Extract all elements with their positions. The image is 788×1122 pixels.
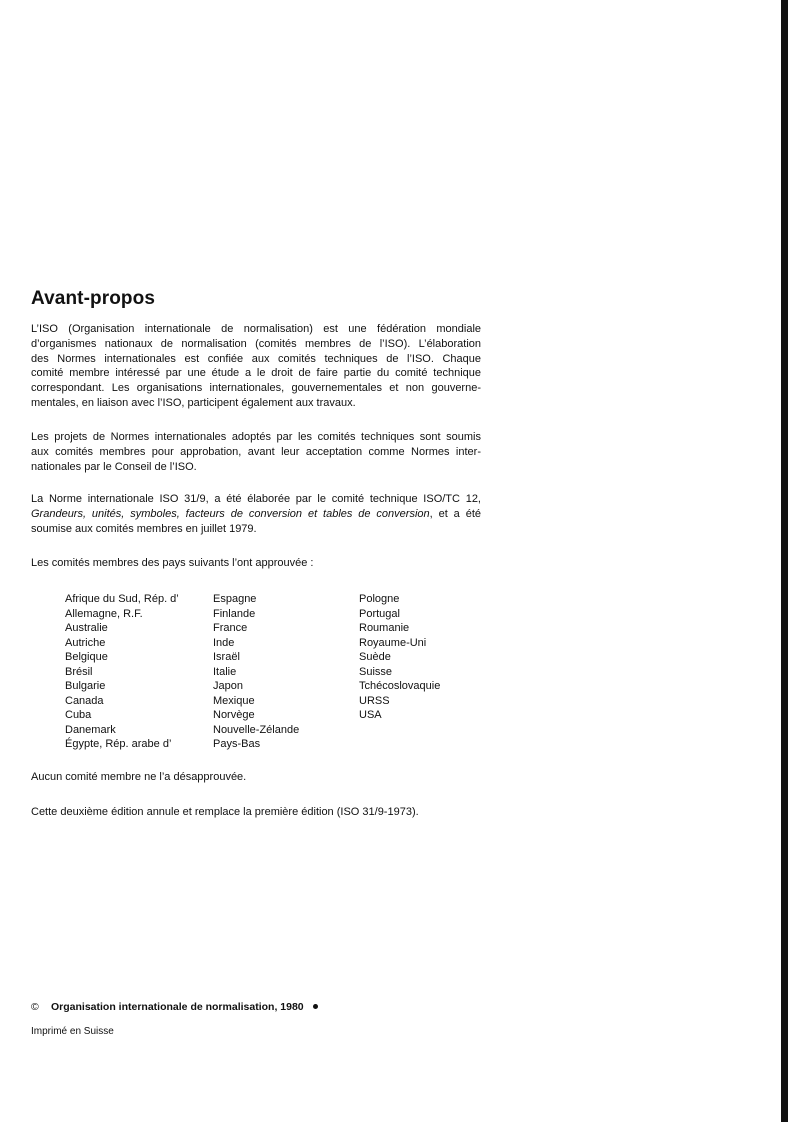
- country-item: Canada: [65, 694, 104, 707]
- country-item: Israël: [213, 651, 240, 663]
- approval-intro: Les comités membres des pays suivants l’ont approuvée :: [31, 557, 314, 569]
- text-line: L’ISO (Organisation internationale de normalisation) est une fédération mondiale: [31, 323, 481, 335]
- committee-title-italic: Grandeurs, unités, symboles, facteurs de conversion et tables de conversion: [31, 507, 430, 520]
- country-item: Mexique: [213, 694, 255, 707]
- country-item: Espagne: [213, 593, 257, 605]
- country-item: Pologne: [359, 593, 400, 605]
- country-item: Bulgarie: [65, 680, 106, 692]
- country-column-2: [213, 592, 299, 752]
- country-item: Portugal: [359, 607, 400, 620]
- foreword-paragraph-drafts: [31, 430, 481, 474]
- country-column-3: [359, 592, 440, 723]
- country-item: Danemark: [65, 723, 116, 736]
- country-item: Cuba: [65, 709, 92, 721]
- country-item: Autriche: [65, 636, 106, 649]
- disapproval-note: Aucun comité membre ne l’a désapprouvée.: [31, 771, 247, 783]
- country-item: USA: [359, 709, 382, 721]
- country-item: Afrique du Sud, Rép. d’: [65, 593, 179, 605]
- country-item: Égypte, Rép. arabe d’: [65, 738, 172, 750]
- text-fragment: , et a été: [429, 507, 481, 520]
- country-item: URSS: [359, 694, 390, 707]
- text-line: des Normes internationales est confiée aux comités techniques de l’ISO. Chaque: [31, 352, 481, 365]
- country-item: Roumanie: [359, 622, 410, 634]
- page-edge-border: [781, 0, 788, 1122]
- copyright-line: [31, 1000, 318, 1014]
- text-line: Les projets de Normes internationales adoptés par les comités techniques sont soumis: [31, 431, 481, 443]
- edition-note: Cette deuxième édition annule et remplace la première édition (ISO 31/9-1973).: [31, 806, 419, 818]
- country-item: France: [213, 622, 248, 634]
- text-line: La Norme internationale ISO 31/9, a été élaborée par le comité technique ISO/TC 12,: [31, 493, 481, 505]
- country-item: Inde: [213, 636, 235, 649]
- text-line: nationales par le Conseil de l’ISO.: [31, 460, 197, 473]
- text-line: d’organismes nationaux de normalisation (comités membres de l’ISO). L’élaboration: [31, 337, 481, 350]
- text-line: soumise aux comités membres en juillet 1979.: [31, 522, 257, 535]
- text-line: [31, 507, 481, 522]
- text-line: aux comités membres pour approbation, avant leur acceptation comme Normes inter-: [31, 445, 481, 458]
- bullet-dot-icon: [313, 1004, 318, 1009]
- country-item: Australie: [65, 622, 108, 634]
- country-item: Italie: [213, 665, 237, 678]
- country-column-1: [65, 592, 179, 752]
- country-item: Brésil: [65, 665, 93, 678]
- text-line: comité membre intéressé par une étude a le droit de faire partie du comité technique: [31, 367, 481, 380]
- country-item: Pays-Bas: [213, 738, 261, 750]
- copyright-text: Organisation internationale de normalisation, 1980: [51, 1001, 304, 1013]
- country-item: Suisse: [359, 665, 393, 678]
- text-line: correspondant. Les organisations internationales, gouvernementales et non gouverne-: [31, 382, 481, 395]
- foreword-paragraph-standard: [31, 492, 481, 536]
- country-item: Allemagne, R.F.: [65, 607, 143, 620]
- country-item: Norvège: [213, 709, 255, 721]
- foreword-paragraph-iso: [31, 322, 481, 411]
- printed-in-note: Imprimé en Suisse: [31, 1026, 114, 1037]
- country-item: Belgique: [65, 651, 108, 663]
- country-item: Suède: [359, 651, 391, 663]
- country-item: Nouvelle-Zélande: [213, 723, 300, 736]
- page-title: Avant-propos: [31, 288, 155, 309]
- country-item: Tchécoslovaquie: [359, 680, 441, 692]
- copyright-icon: ©: [31, 1001, 39, 1013]
- country-item: Finlande: [213, 607, 256, 620]
- country-item: Japon: [213, 680, 243, 692]
- country-item: Royaume-Uni: [359, 636, 427, 649]
- text-line: mentales, en liaison avec l’ISO, participent également aux travaux.: [31, 396, 356, 409]
